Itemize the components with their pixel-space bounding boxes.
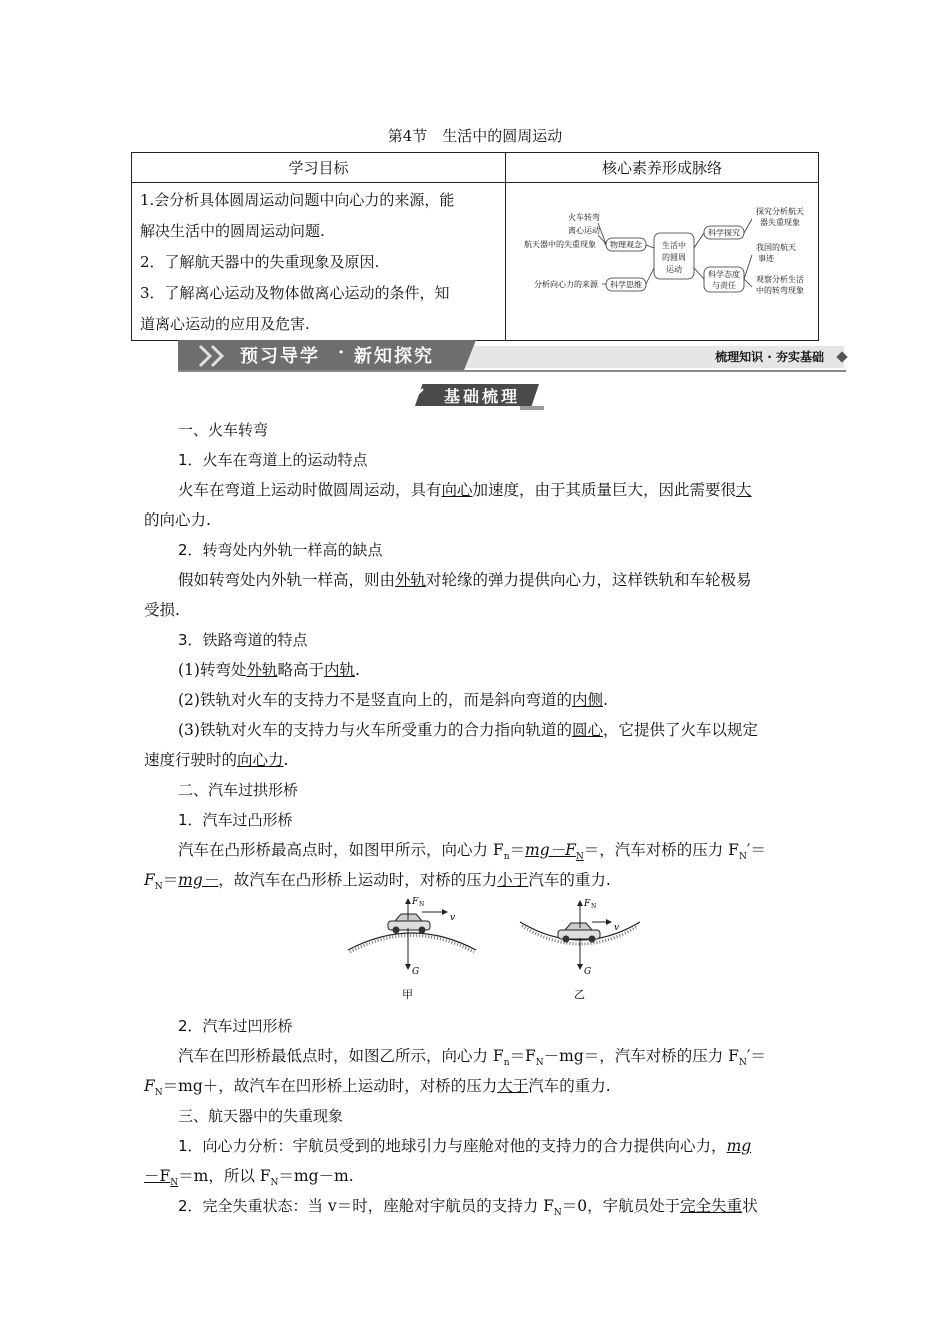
car-icon — [388, 914, 430, 934]
mindmap-node-physics: 物理观念 — [610, 240, 642, 250]
mindmap-leaf-observe-2: 中的转弯现象 — [756, 286, 804, 295]
banner-right-text: 新知探究 — [354, 346, 434, 367]
mindmap-node-thinking: 科学思维 — [610, 280, 642, 290]
goal-line: 2．了解航天器中的失重现象及原因. — [140, 253, 380, 271]
mindmap-leaf-space-1: 我国的航天 — [756, 243, 796, 252]
goal-line: 3．了解离心运动及物体做离心运动的条件，知 — [140, 284, 450, 302]
paragraph-line: 受损. — [144, 601, 180, 619]
fig-label: N — [591, 903, 597, 910]
fig-label: G — [584, 967, 592, 977]
banner-left-text: 预习导学 — [240, 346, 320, 367]
fig-label: G — [412, 967, 420, 977]
heading-spacecraft: 三、航天器中的失重现象 — [178, 1107, 344, 1125]
fig-label: N — [419, 901, 425, 908]
mindmap-leaf-centrifugal: 离心运动 — [568, 226, 600, 235]
fig-caption: 甲 — [402, 988, 413, 1001]
page-title: 第4节 生活中的圆周运动 — [387, 127, 563, 145]
mindmap-center-1: 生活中 — [662, 241, 686, 250]
convex-bridge-arc — [348, 933, 476, 950]
paragraph-line: (1)转弯处外轨略高于内轨. — [178, 661, 360, 679]
mindmap-leaf-explore-1: 探究分析航天 — [756, 207, 804, 216]
paragraph-line: 的向心力. — [144, 511, 211, 529]
paragraph-line: $F_N=mg+$，故汽车在凹形桥上运动时，对桥的压力大于汽车的重力. — [144, 1077, 611, 1099]
mindmap-center-3: 运动 — [666, 265, 682, 274]
mindmap-header: 核心素养形成脉络 — [506, 153, 819, 183]
mindmap-leaf-observe-1: 观察分析生活 — [756, 275, 804, 284]
goal-line: 解决生活中的圆周运动问题. — [140, 222, 325, 240]
banner-dot: · — [338, 342, 345, 363]
fig-caption: 乙 — [574, 988, 585, 1001]
paragraph-line: 2．完全失重状态：当 v＝时，座舱对宇航员的支持力 $F_N=0$，宇航员处于完全失重状 — [178, 1197, 758, 1219]
subheading-concave: 2．汽车过凹形桥 — [178, 1017, 293, 1035]
subheading-rails: 2．转弯处内外轨一样高的缺点 — [178, 541, 383, 559]
mindmap-diagram — [506, 183, 818, 333]
goal-line: 1.会分析具体圆周运动问题中向心力的来源，能 — [140, 191, 455, 209]
mindmap-leaf-analysis: 分析向心力的来源 — [534, 280, 598, 289]
paragraph-line: $F_N=mg-$，故汽车在凸形桥上运动时，对桥的压力小于汽车的重力. — [144, 871, 611, 893]
bridge-figure — [340, 892, 640, 1004]
mindmap-center-2: 的圆周 — [662, 253, 686, 262]
fig-label: v — [450, 913, 456, 923]
paragraph-line: (3)铁轨对火车的支持力与火车所受重力的合力指向轨道的圆心，它提供了火车以规定 — [178, 721, 758, 739]
mindmap-leaf-weightless: 航天器中的失重现象 — [524, 240, 596, 249]
mindmap-leaf-train: 火车转弯 — [568, 213, 600, 222]
goal-line: 道离心运动的应用及危害. — [140, 315, 310, 333]
goals-table — [131, 152, 819, 341]
paragraph-line: 1．向心力分析：宇航员受到的地球引力与座舱对他的支持力的合力提供向心力，mg — [178, 1137, 752, 1155]
fig-label: F — [412, 897, 419, 907]
paragraph-line: 汽车在凸形桥最高点时，如图甲所示，向心力 $F_n=mg-F_N=$，汽车对桥的压力 $F_N'=$ — [178, 841, 766, 863]
mindmap-node-attitude-1: 科学态度 — [708, 270, 740, 279]
mindmap-cell — [506, 183, 819, 341]
mindmap-node-inquiry: 科学探究 — [708, 228, 740, 238]
heading-bridge: 二、汽车过拱形桥 — [178, 781, 299, 799]
heading-train: 一、火车转弯 — [178, 421, 269, 439]
paragraph-line: 汽车在凹形桥最低点时，如图乙所示，向心力 $F_n=F_N-mg=$，汽车对桥的压力 $F_N'=$ — [178, 1047, 766, 1069]
banner-tag: 梳理知识 · 夯实基础 — [715, 350, 824, 364]
mindmap-leaf-explore-2: 器失重现象 — [760, 218, 800, 227]
pencil-icon — [408, 386, 428, 404]
goals-header: 学习目标 — [132, 153, 506, 183]
subheading-curve: 3．铁路弯道的特点 — [178, 631, 308, 649]
section-title: 基础梳理 — [443, 387, 520, 406]
mindmap-leaf-space-2: 事迹 — [758, 254, 774, 263]
paragraph-line: $-F_N=m$，所以 $F_N=mg-m$. — [144, 1167, 354, 1189]
chevron-arrows-icon — [198, 344, 234, 368]
fig-label: v — [614, 923, 620, 933]
fig-label: F — [584, 899, 591, 909]
section-banner — [178, 340, 848, 372]
paragraph-line: 假如转弯处内外轨一样高，则由外轨对轮缘的弹力提供向心力，这样铁轨和车轮极易 — [178, 571, 752, 589]
paragraph-line: (2)铁轨对火车的支持力不是竖直向上的，而是斜向弯道的内侧. — [178, 691, 608, 709]
subheading-train-motion: 1．火车在弯道上的运动特点 — [178, 451, 368, 469]
goals-cell — [132, 183, 506, 341]
paragraph-line: 火车在弯道上运动时做圆周运动，具有向心加速度，由于其质量巨大，因此需要很大 — [178, 481, 752, 499]
paragraph-line: 速度行驶时的向心力. — [144, 751, 289, 769]
subheading-convex: 1．汽车过凸形桥 — [178, 811, 293, 829]
mindmap-node-attitude-2: 与责任 — [712, 281, 736, 290]
